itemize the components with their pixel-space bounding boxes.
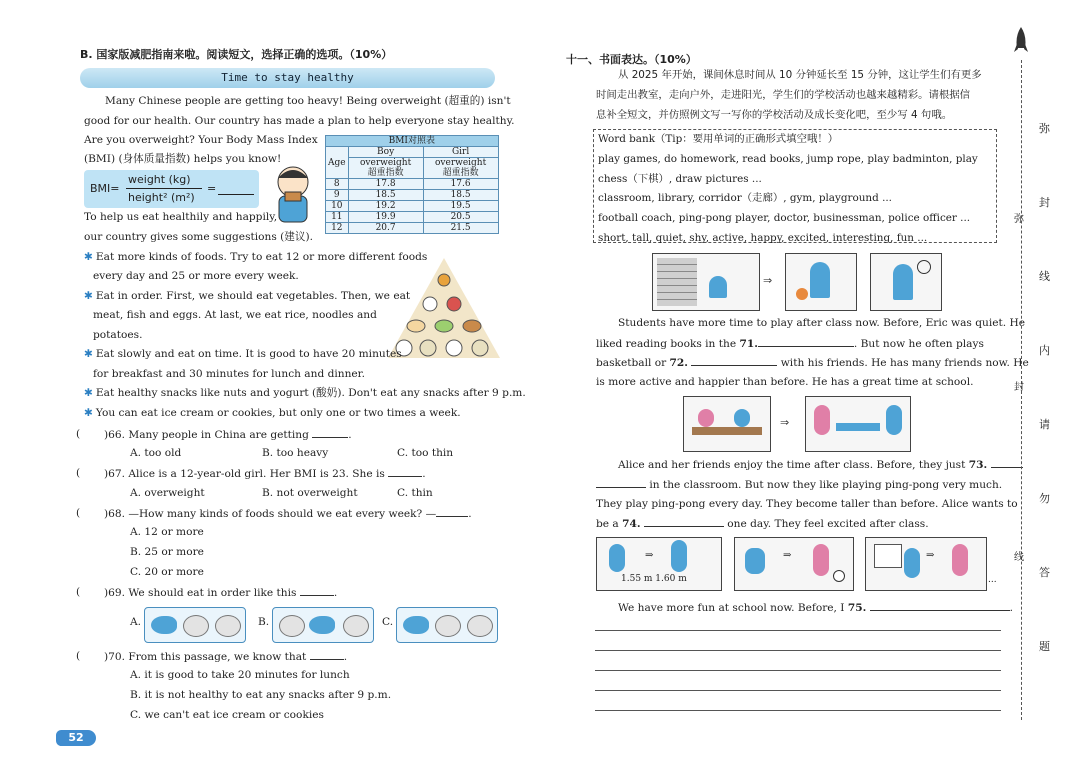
formula-lhs: BMI= [90,182,120,195]
bmi-formula [84,170,259,208]
fish-icon [151,616,177,634]
suggest-line-1: To help us eat healthily and happily, [84,211,278,223]
p1-line-3 [596,353,1029,374]
answer-blank[interactable] [388,464,422,477]
question-stem: )67. Alice is a 12-year-old girl. Her BMI is 23. She is [104,468,385,480]
rice-icon [215,615,241,637]
word-bank-jobs: football coach, ping-pong player, doctor, businessman, police officer ... [598,212,971,225]
q70-option-c[interactable]: C. we can't eat ice cream or cookies [130,709,324,721]
answer-blank[interactable] [310,647,344,660]
arrow-icon: ⇒ [645,550,654,561]
arrow-icon: ⇒ [780,416,790,429]
word-bank [593,129,997,243]
formula-blank [218,194,254,195]
table-row [326,201,499,212]
tip-1 [84,248,427,268]
table-row [326,190,499,201]
margin-char: 封 [1039,196,1050,209]
answer-blank-74[interactable] [644,514,724,527]
table-cell: 17.8 [348,179,423,190]
writing-line[interactable] [595,630,1001,631]
section-b-title: B. 国家版减肥指南来啦。阅读短文，选择正确的选项。（10%） [80,48,393,61]
blank-number: 73. [968,459,988,471]
passage-banner [80,68,495,88]
rice-icon [343,615,369,637]
p2-line-1 [618,455,1023,476]
answer-blank-71[interactable] [758,334,854,347]
vegetable-icon [183,615,209,637]
q69-option-b-image[interactable] [272,607,374,643]
blank-number: 74. [622,518,641,530]
fraction-bar [126,188,202,189]
tip-4 [84,384,526,404]
boy-basketball [810,262,830,298]
basketball [796,288,808,300]
section-11-title: 十一、书面表达。（10%） [566,53,697,66]
margin-small-char: 封 [1014,382,1024,393]
margin-char: 内 [1039,344,1050,357]
arrow-icon: ⇒ [783,550,792,561]
table-cell: 19.9 [348,212,423,223]
bmi-table [325,135,499,234]
desk [692,427,762,435]
q66-option-c[interactable]: C. too thin [397,447,454,459]
paren: ( [76,650,81,662]
margin-char: 题 [1039,640,1050,653]
ping-pong-scene-image [805,396,911,452]
rocket-icon [1014,26,1028,56]
vegetable-icon [467,615,493,637]
fish-icon [403,616,429,634]
q68-stem: )68. —How many kinds of foods should we eat every week? — . [104,504,472,525]
q67-option-b[interactable]: B. not overweight [262,487,358,499]
table-cell: 8 [326,179,349,190]
table-row [326,212,499,223]
margin-char: 勿 [1039,492,1050,505]
q66-option-b[interactable]: B. too heavy [262,447,329,459]
q69-option-b-label[interactable]: B. [258,616,270,628]
q67-option-c[interactable]: C. thin [397,487,433,499]
table-row [326,223,499,234]
ping-pong-table [836,423,880,431]
bmi-header-age: Age [326,147,349,179]
bmi-sub-cn: 超重指数 [442,168,479,178]
bmi-header-girl: Girl [423,147,498,158]
answer-blank[interactable] [436,504,468,517]
bmi-sub-en: overweight [434,158,487,168]
text: one day. They feel excited after class. [727,518,929,530]
text: in the classroom. But now they like playing ping-pong very much. [649,479,1003,491]
text: basketball or [596,357,667,369]
question-stem: )70. From this passage, we know that [104,651,307,663]
q70-stem: )70. From this passage, we know that . [104,647,347,668]
q70-option-b[interactable]: B. it is not healthy to eat any snacks after 9 p.m. [130,689,392,701]
margin-small-char: 线 [1014,552,1024,563]
tip-2-cont: meat, fish and eggs. At last, we eat rice, noodles and [93,309,377,321]
banner-title: Time to stay healthy [221,71,354,84]
bmi-sub-en: overweight [359,158,412,168]
racket [917,260,931,274]
height-labels: 1.55 m 1.60 m [621,574,687,584]
tip-3 [84,345,402,365]
table-cell: 19.2 [348,201,423,212]
p2-line-2 [596,475,1002,496]
paren: ( [76,586,81,598]
boy-short [609,544,625,572]
girl-football [813,544,829,576]
instruction-line-3: 息补全短文，并仿照例文写一写你的学校活动及成长变化吧，至少写 4 句哦。 [596,109,953,121]
rice-icon [435,615,461,637]
instruction-line-2: 时间走出教室，走向户外，走进阳光，学生们的学校活动也越来越精彩。请根据信 [596,89,971,101]
margin-char: 弥 [1039,122,1050,135]
tip-text: Eat healthy snacks like nuts and yogurt (酸奶). Don't eat any snacks after 9 p.m. [95,387,526,399]
word-bank-activities-cont: chess（下棋）, draw pictures ... [598,172,762,185]
text: be a [596,518,619,530]
p2-line-3: They play ping-pong every day. They become taller than before. Alice wants to [596,498,1018,510]
q68-option-c[interactable]: C. 20 or more [130,566,204,578]
table-cell: 9 [326,190,349,201]
bookshelf [657,258,697,306]
intro-line-2: good for our health. Our country has made a plan to help everyone stay healthy. [84,115,515,127]
library-scene-image [652,253,760,311]
paren: ( [76,428,81,440]
blank-number: 72. [669,357,688,369]
arrow-icon: ⇒ [763,274,773,287]
writing-line[interactable] [595,670,1001,671]
q68-option-a[interactable]: A. 12 or more [130,526,204,538]
margin-char: 线 [1039,270,1050,283]
word-bank-title: Word bank（Tip：要用单词的正确形式填空哦！） [598,133,839,145]
p1-line-4: is more active and happier than before. He has a great time at school. [596,376,974,388]
intro-line-3: Are you overweight? Your Body Mass Index [84,134,318,146]
question-stem: )66. Many people in China are getting [104,429,309,441]
q66-option-a[interactable]: A. too old [130,447,182,459]
fish-icon [309,616,335,634]
p1-line-1: Students have more time to play after class now. Before, Eric was quiet. He [618,317,1025,329]
blank-number: 71. [739,338,758,350]
q69-option-a-image[interactable] [144,607,246,643]
drawing-running-scene-image [865,537,987,591]
table-cell: 18.5 [423,190,498,201]
table-cell: 20.7 [348,223,423,234]
suggest-line-2: our country gives some suggestions (建议). [84,231,313,243]
question-stem: )68. —How many kinds of foods should we eat every week? — [104,508,437,520]
easel [874,544,902,568]
text: . [1009,602,1014,614]
p3-line [618,598,1013,619]
girl-studying [745,548,765,574]
star-icon: ✱ [84,251,93,263]
tip-text: Eat slowly and eat on time. It is good to have 20 minutes [95,348,402,360]
paren: ( [76,467,81,479]
girl-playing [886,405,902,435]
instruction-line-1: 从 2025 年开始，课间休息时间从 10 分钟延长至 15 分钟，这让学生们有更多 [618,69,982,81]
vegetable-icon [279,615,305,637]
tip-3-cont: for breakfast and 30 minutes for lunch and dinner. [93,368,365,380]
blank-number: 75. [847,602,867,614]
boy-reading [709,276,727,298]
girl-sitting [698,409,714,427]
writing-line[interactable] [595,710,1001,711]
tip-text: Eat more kinds of foods. Try to eat 12 or more different foods [95,251,428,263]
p2-line-4 [596,514,929,535]
badminton-scene-image [870,253,942,311]
scene-ellipsis: ... [988,575,997,585]
table-cell: 20.5 [423,212,498,223]
q69-option-a-label[interactable]: A. [130,616,142,628]
arrow-icon: ⇒ [926,550,935,561]
girl-playing [814,405,830,435]
q67-stem: )67. Alice is a 12-year-old girl. Her BMI is 23. She is . [104,464,426,485]
table-row [326,179,499,190]
boy-tall [671,540,687,572]
star-icon: ✱ [84,348,93,360]
food-pyramid-items [392,264,496,358]
paren: ( [76,507,81,519]
tip-1-cont: every day and 25 or more every week. [93,270,299,282]
table-cell: 12 [326,223,349,234]
p1-line-2 [596,334,984,355]
tip-text: Eat in order. First, we should eat vegetables. Then, we eat [95,290,411,302]
page-number: 52 [56,730,96,746]
tip-2-cont2: potatoes. [93,329,143,341]
answer-blank[interactable] [300,583,334,596]
writing-line[interactable] [595,690,1001,691]
girl-sitting [734,409,750,427]
answer-blank-73[interactable] [991,455,1023,468]
text: with his friends. He has many friends now. He [780,357,1029,369]
intro-line-1: Many Chinese people are getting too heavy! Being overweight (超重的) isn't [105,95,511,107]
q69-option-c-image[interactable] [396,607,498,643]
girl-drawing [904,548,920,578]
formula-numerator: weight (kg) [128,173,191,186]
word-bank-places: classroom, library, corridor（走廊）, gym, playground ... [598,192,892,205]
intro-line-4: (BMI) (身体质量指数) helps you know! [84,153,282,165]
tip-2 [84,287,410,307]
text: We have more fun at school now. Before, I [618,602,845,614]
margin-small-char: 弥 [1014,214,1024,225]
q69-option-c-label[interactable]: C. [382,616,394,628]
word-bank-adjectives: short, tall, quiet, shy, active, happy, excited, interesting, fun ... [598,231,928,244]
table-cell: 17.6 [423,179,498,190]
classroom-scene-image [683,396,771,452]
tip-text: You can eat ice cream or cookies, but only one or two times a week. [95,407,461,419]
answer-blank-72[interactable] [691,353,777,366]
text: . But now he often plays [853,338,984,350]
study-football-scene-image [734,537,854,591]
bmi-table-caption: BMI对照表 [326,136,499,147]
star-icon: ✱ [84,290,93,302]
formula-equals: = [207,182,217,195]
answer-blank-75[interactable] [870,598,1010,611]
text: Alice and her friends enjoy the time after class. Before, they just [618,459,966,471]
height-scene-image [596,537,722,591]
text: liked reading books in the [596,338,737,350]
writing-line[interactable] [595,650,1001,651]
table-cell: 11 [326,212,349,223]
margin-char: 请 [1039,418,1050,431]
bmi-sub-cn: 超重指数 [367,168,404,178]
basketball-scene-image [785,253,857,311]
formula-denominator: height² (m²) [128,191,195,204]
q69-stem: )69. We should eat in order like this . [104,583,337,604]
q67-option-a[interactable]: A. overweight [130,487,205,499]
girl-running [952,544,968,576]
star-icon: ✱ [84,387,93,399]
tip-5 [84,404,461,424]
table-cell: 21.5 [423,223,498,234]
q68-option-b[interactable]: B. 25 or more [130,546,204,558]
table-cell: 18.5 [348,190,423,201]
table-cell: 10 [326,201,349,212]
star-icon: ✱ [84,407,93,419]
q70-option-a[interactable]: A. it is good to take 20 minutes for lunch [130,669,350,681]
answer-blank[interactable] [312,425,348,438]
margin-char: 答 [1039,566,1050,579]
boy-badminton [893,264,913,300]
table-cell: 19.5 [423,201,498,212]
football [833,570,845,582]
word-bank-activities: play games, do homework, read books, jump rope, play badminton, play [598,152,978,165]
q66-stem: )66. Many people in China are getting . [104,425,352,446]
answer-blank-73-cont[interactable] [596,475,646,488]
bmi-header-boy: Boy [348,147,423,158]
question-stem: )69. We should eat in order like this [104,587,297,599]
